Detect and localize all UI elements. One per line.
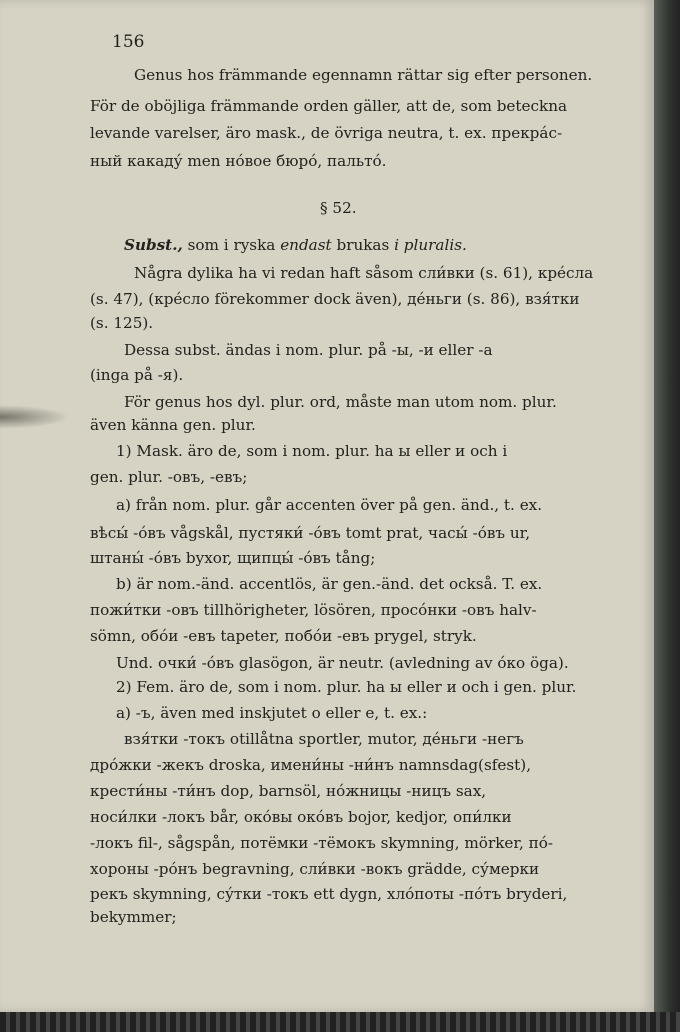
subst-intro bbox=[124, 236, 467, 254]
pluralis-word: i pluralis. bbox=[394, 236, 467, 254]
text-line: b) är nom.-änd. accentlös, är gen.-änd. det också. T. ex. bbox=[116, 575, 543, 593]
subst-label: Subst., bbox=[124, 236, 183, 254]
endast-word: endast bbox=[280, 236, 332, 254]
text-line: -локъ fil-, sågspån, потёмки -тёмокъ skymning, mörker, по́- bbox=[90, 834, 554, 852]
text-line: ный какаду́ men но́вое бюро́, пальто́. bbox=[90, 152, 387, 170]
page-smudge bbox=[0, 405, 70, 429]
text-line: (inga på -я). bbox=[90, 366, 184, 384]
text-line: För de oböjliga främmande orden gäller, att de, som beteckna bbox=[90, 97, 568, 115]
text-line: sömn, обо́и -евъ tapeter, побо́и -евъ prygel, stryk. bbox=[90, 627, 477, 645]
subst-middle: som i ryska bbox=[182, 236, 281, 254]
text-line: Und. очки́ -о́въ glasögon, är neutr. (avledning av о́ко öga). bbox=[116, 654, 569, 672]
text-line: Dessa subst. ändas i nom. plur. på -ы, -и eller -а bbox=[124, 341, 493, 359]
page-number: 156 bbox=[112, 32, 145, 52]
text-line: Några dylika ha vi redan haft såsom сли́вки (s. 61), кре́сла bbox=[134, 264, 594, 282]
text-line: штаны́ -о́въ byxor, щипцы́ -о́въ tång; bbox=[90, 549, 376, 567]
text-line: gen. plur. -овъ, -евъ; bbox=[90, 468, 248, 486]
text-line: вѣсы́ -о́въ vågskål, пустяки́ -о́въ tomt prat, часы́ -о́въ ur, bbox=[90, 524, 531, 542]
scan-edge bbox=[0, 1012, 680, 1032]
text-line: (s. 125). bbox=[90, 314, 154, 332]
text-line: bekymmer; bbox=[90, 908, 177, 926]
text-line: крести́ны -ти́нъ dop, barnsöl, но́жницы -ницъ sax, bbox=[90, 782, 487, 800]
text-line: хороны -ро́нъ begravning, сли́вки -вокъ grädde, су́мерки bbox=[90, 860, 540, 878]
text-line: пожи́тки -овъ tillhörigheter, lösören, просо́нки -овъ halv- bbox=[90, 601, 537, 619]
brukas-word: brukas bbox=[331, 236, 395, 254]
text-line: För genus hos dyl. plur. ord, måste man utom nom. plur. bbox=[124, 393, 557, 411]
text-line: a) från nom. plur. går accenten över på gen. änd., t. ex. bbox=[116, 496, 543, 514]
text-line: 2) Fem. äro de, som i nom. plur. ha ы eller и och i gen. plur. bbox=[116, 678, 577, 696]
text-line: 1) Mask. äro de, som i nom. plur. ha ы eller и och i bbox=[116, 442, 508, 460]
text-line: Genus hos främmande egennamn rättar sig efter personen. bbox=[134, 66, 593, 84]
text-line: levande varelser, äro mask., de övriga neutra, t. ex. прекра́с- bbox=[90, 124, 563, 142]
text-line: носи́лки -локъ bår, око́вы око́въ bojor, kedjor, опи́лки bbox=[90, 808, 512, 826]
text-line: (s. 47), (кре́сло förekommer dock även), де́ньги (s. 86), взя́тки bbox=[90, 290, 580, 308]
text-line: дро́жки -жекъ droska, имени́ны -ни́нъ namnsdag(sfest), bbox=[90, 756, 532, 774]
text-line: рекъ skymning, су́тки -токъ ett dygn, хло́поты -по́тъ bryderi, bbox=[90, 885, 568, 903]
book-spine bbox=[654, 0, 680, 1032]
text-line: även känna gen. plur. bbox=[90, 416, 256, 434]
text-line: взя́тки -токъ otillåtna sportler, mutor, де́ньги -негъ bbox=[124, 730, 524, 748]
text-line: a) -ъ, även med inskjutet о eller е, t. ex.: bbox=[116, 704, 428, 722]
section-heading: § 52. bbox=[320, 199, 357, 217]
